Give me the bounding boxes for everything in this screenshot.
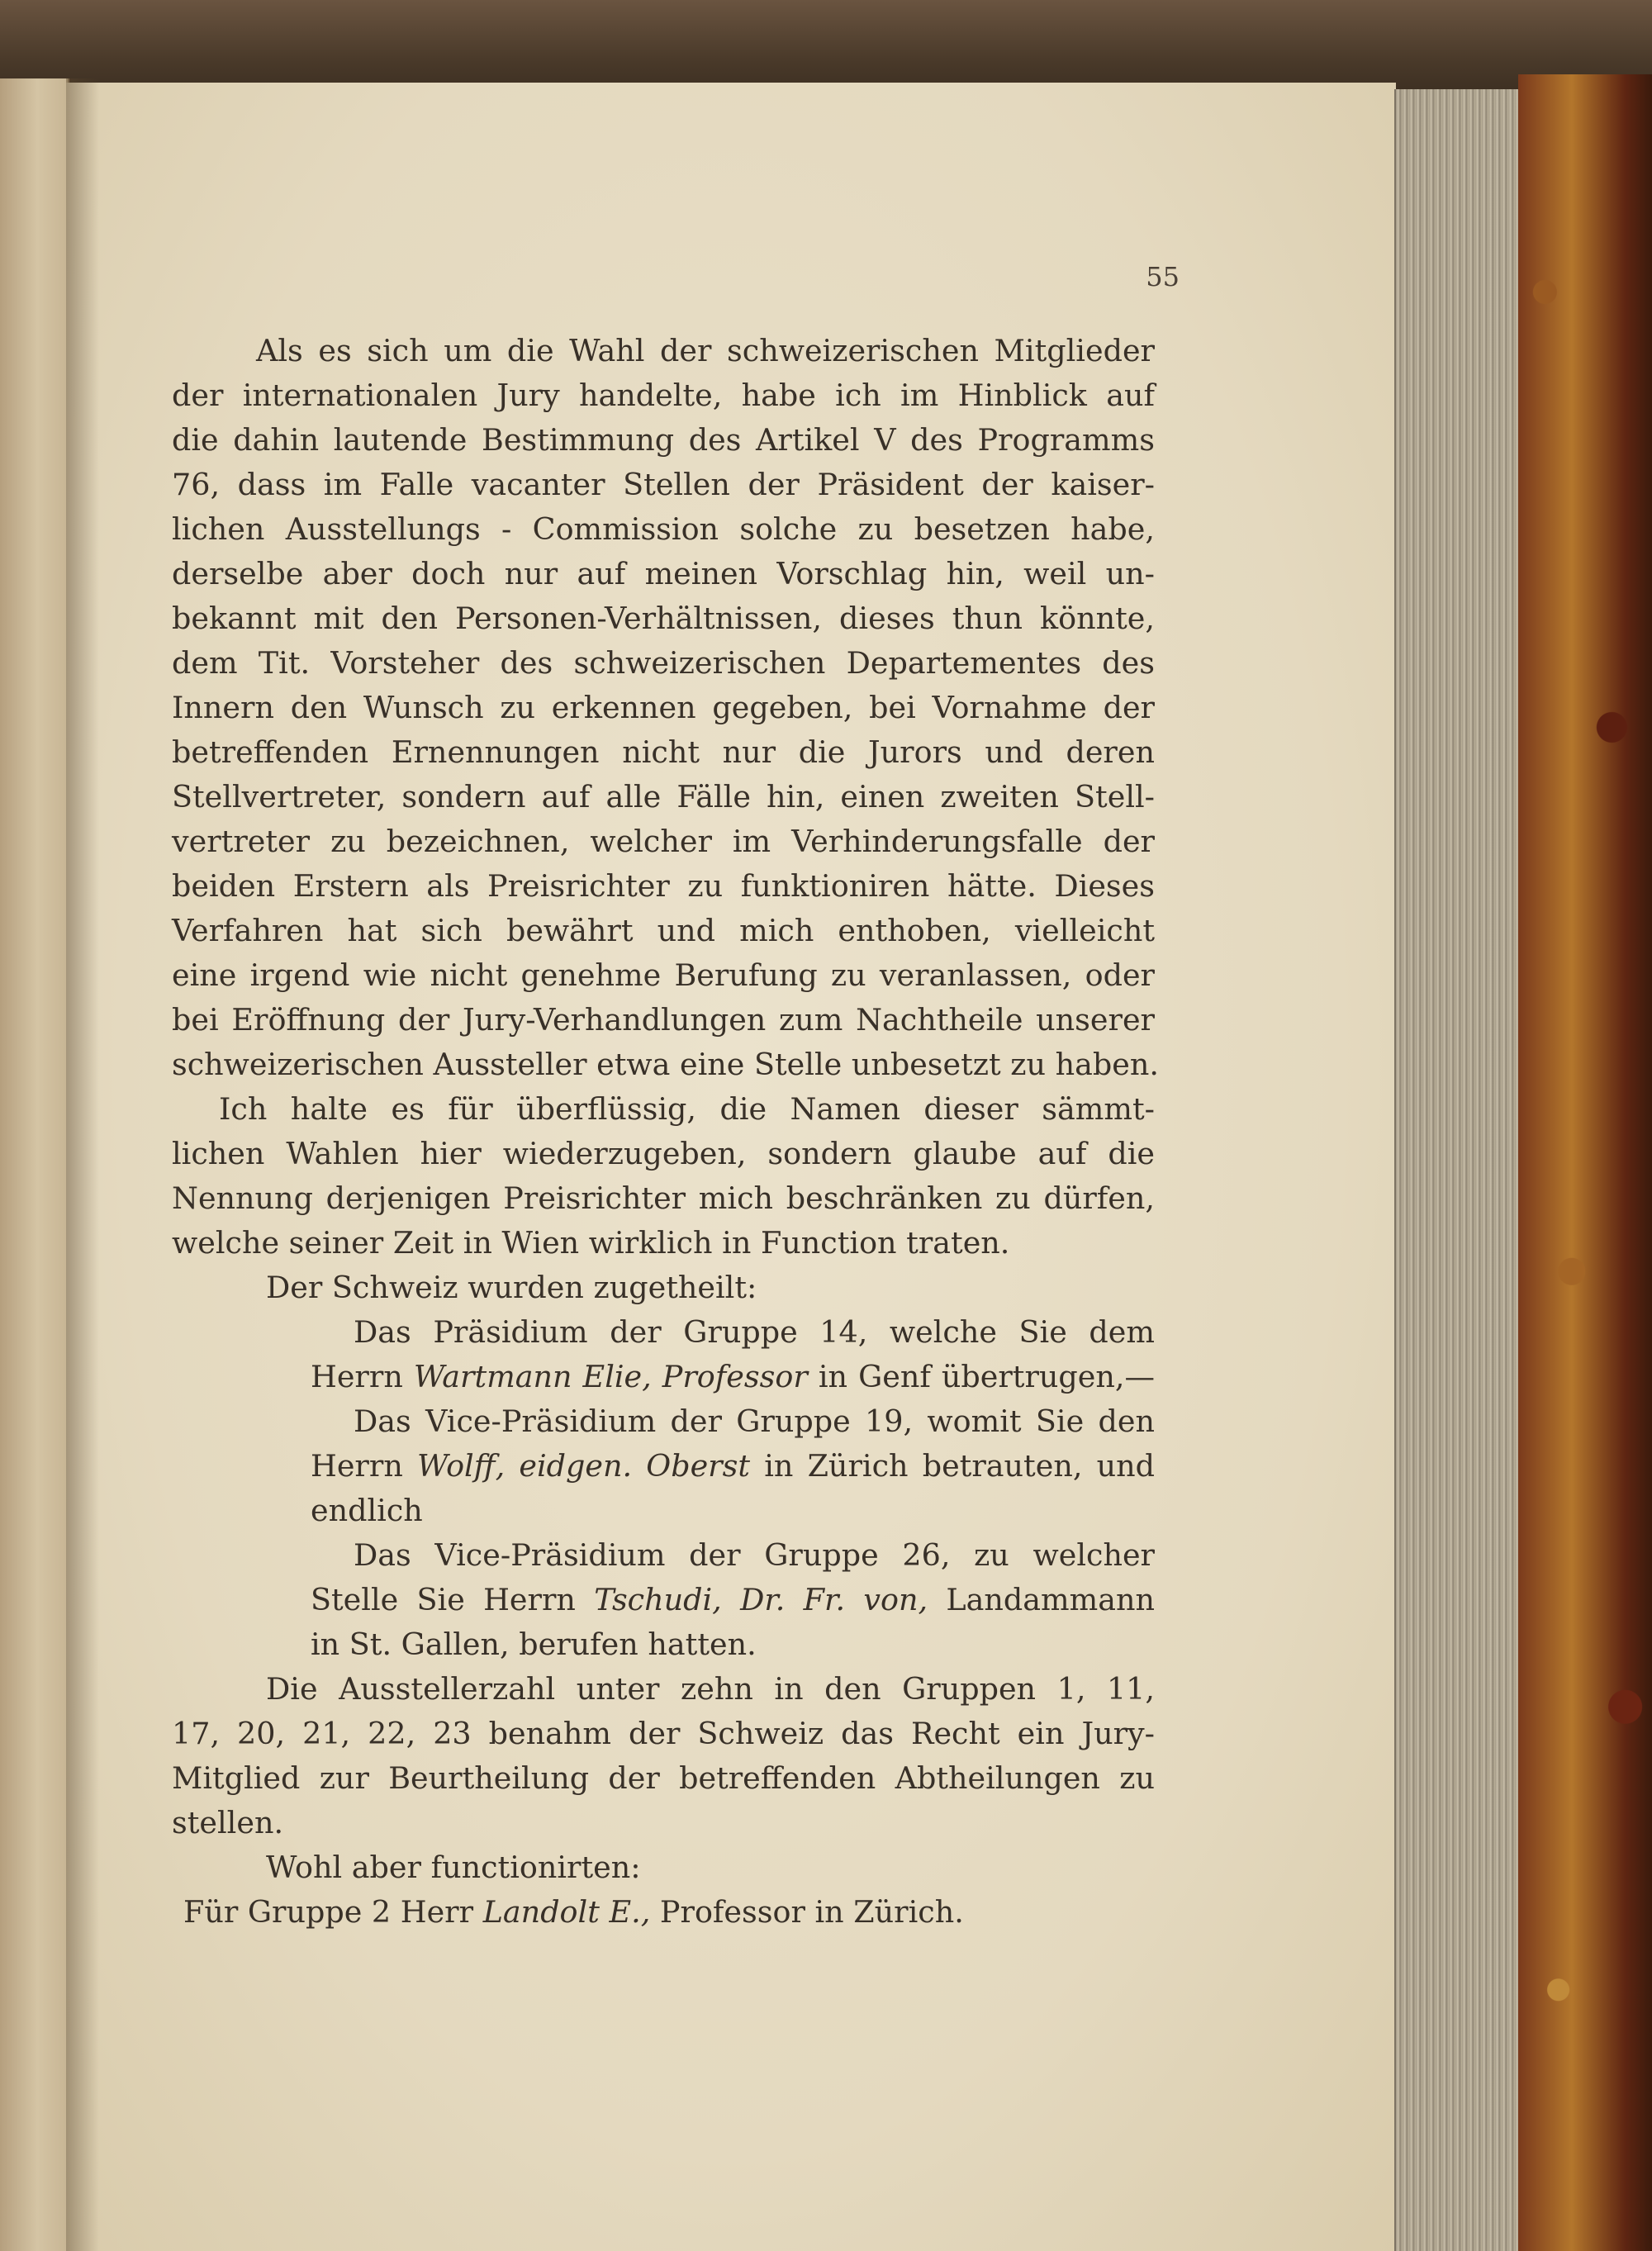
text-line: welche seiner Zeit in Wien wirklich in Function traten.	[172, 1225, 1010, 1261]
text-line: eine irgend wie nicht genehme Berufung zu veranlassen, oder	[172, 957, 1155, 993]
text-span: Stelle Sie Herrn	[311, 1582, 595, 1617]
text-line: bei Eröffnung der Jury-Verhandlungen zum Nachtheile unserer	[172, 1002, 1155, 1038]
text-line: 17, 20, 21, 22, 23 benahm der Schweiz das Recht ein Jury-	[172, 1716, 1155, 1751]
text-line: Das Vice-Präsidium der Gruppe 19, womit Sie den	[354, 1403, 1155, 1439]
person-name: Landolt E.,	[482, 1894, 651, 1930]
text-line: Stellvertreter, sondern auf alle Fälle hin, einen zweiten Stell-	[172, 779, 1155, 814]
text-span: in Zürich betrauten, und	[750, 1448, 1156, 1484]
text-span: Für Gruppe 2 Herr	[183, 1894, 483, 1930]
text-line: 76, dass im Falle vacanter Stellen der Präsident der kaiser-	[172, 467, 1155, 502]
text-span: Herrn	[311, 1359, 414, 1394]
text-line: Verfahren hat sich bewährt und mich enthoben, vielleicht	[172, 913, 1155, 948]
text-line: betreffenden Ernennungen nicht nur die Jurors und deren	[172, 734, 1155, 770]
text-line: stellen.	[172, 1805, 284, 1840]
person-name: Wolff, eidgen. Oberst	[417, 1448, 751, 1484]
text-line: endlich	[311, 1493, 423, 1528]
text-line: vertreter zu bezeichnen, welcher im Verhinderungsfalle der	[172, 824, 1155, 859]
text-line: in St. Gallen, berufen hatten.	[311, 1627, 757, 1662]
text-line: Wohl aber functionirten:	[266, 1850, 641, 1885]
person-name: Wartmann Elie, Professor	[413, 1359, 808, 1394]
text-line: lichen Ausstellungs - Commission solche zu besetzen habe,	[172, 511, 1155, 547]
text-line: bekannt mit den Personen-Verhältnissen, dieses thun könnte,	[172, 601, 1155, 636]
text-line: Innern den Wunsch zu erkennen gegeben, bei Vornahme der	[172, 690, 1155, 725]
text-line	[311, 1444, 1155, 1489]
text-line: Als es sich um die Wahl der schweizerischen Mitglieder	[256, 333, 1155, 368]
text-line: Der Schweiz wurden zugetheilt:	[266, 1270, 757, 1305]
text-line	[183, 1890, 1155, 1935]
text-line: schweizerischen Aussteller etwa eine Stelle unbesetzt zu haben.	[172, 1047, 1159, 1082]
text-span: Landammann	[928, 1582, 1155, 1617]
person-name: Tschudi, Dr. Fr. von,	[594, 1582, 928, 1617]
text-line	[311, 1578, 1155, 1622]
text-span: Herrn	[311, 1448, 418, 1484]
text-line: Ich halte es für überflüssig, die Namen dieser sämmt-	[219, 1091, 1155, 1127]
page-number: 55	[1146, 261, 1180, 292]
text-line: Das Vice-Präsidium der Gruppe 26, zu welcher	[354, 1537, 1155, 1573]
text-line: die dahin lautende Bestimmung des Artikel V des Programms	[172, 422, 1155, 458]
text-line: Mitglied zur Beurtheilung der betreffenden Abtheilungen zu	[172, 1760, 1155, 1796]
text-line: Nennung derjenigen Preisrichter mich beschränken zu dürfen,	[172, 1180, 1155, 1216]
text-line: derselbe aber doch nur auf meinen Vorschlag hin, weil un-	[172, 556, 1155, 591]
text-line: lichen Wahlen hier wiederzugeben, sondern glaube auf die	[172, 1136, 1155, 1171]
text-line	[311, 1355, 1155, 1399]
text-line: Das Präsidium der Gruppe 14, welche Sie dem	[354, 1314, 1155, 1350]
text-line: der internationalen Jury handelte, habe ich im Hinblick auf	[172, 378, 1155, 413]
text-line: beiden Erstern als Preisrichter zu funktioniren hätte. Dieses	[172, 868, 1155, 904]
text-line: Die Ausstellerzahl unter zehn in den Gruppen 1, 11,	[266, 1671, 1155, 1707]
text-line: dem Tit. Vorsteher des schweizerischen Departementes des	[172, 645, 1155, 681]
text-span: Professor in Zürich.	[650, 1894, 964, 1930]
text-span: in Genf übertrugen,—	[807, 1359, 1156, 1394]
